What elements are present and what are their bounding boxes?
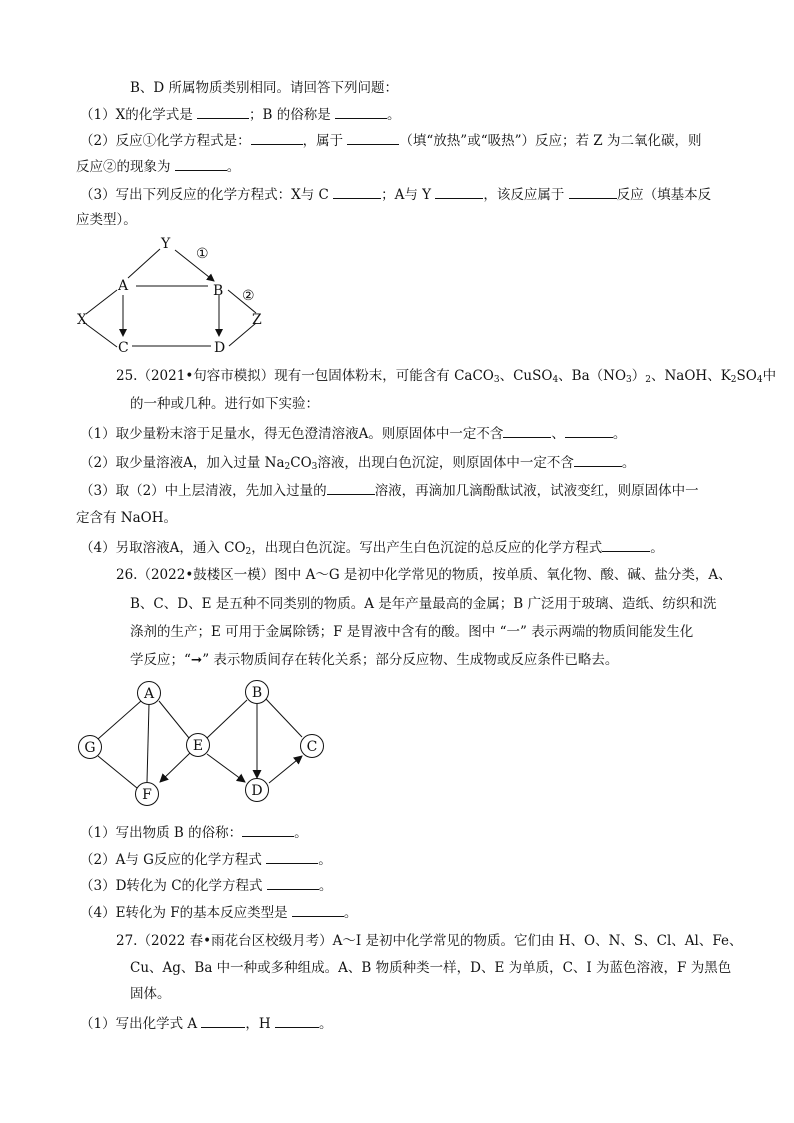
q25-part3-text-b: 溶液，再滴加几滴酚酞试液，试液变红，则原固体中一: [374, 483, 699, 499]
q24-part1-text-c: 。: [387, 107, 401, 123]
subscript: 2: [245, 547, 252, 557]
subscript: 2: [730, 375, 737, 385]
q24-node-c: C: [118, 340, 129, 356]
q25-text-g: 中: [762, 368, 777, 384]
q25-text-c: 、Ba（NO: [558, 368, 627, 384]
q25-text-e: 、NaOH、K: [651, 368, 731, 384]
q26-part4-text-b: 。: [343, 905, 358, 921]
subscript: 2: [645, 375, 651, 385]
q25-part1-text-b: 、: [551, 426, 565, 442]
q24-reaction-mark-2: ②: [242, 288, 255, 304]
q26-part3: [80, 876, 332, 895]
q24-node-d: D: [214, 340, 226, 356]
q24-part2-text-a: （2）反应①化学方程式是：: [80, 133, 251, 149]
q25-part2-text-c: 溶液，出现白色沉淀，则原固体中一定不含: [317, 455, 574, 471]
answer-blank[interactable]: [242, 823, 294, 837]
q26-part4: [80, 903, 357, 922]
q24-part1-text-b: ；B 的俗称是: [249, 107, 336, 123]
q27-part1-text-c: 。: [319, 1016, 333, 1032]
q26-line-b-c: [266, 699, 302, 737]
q26-node-g: G: [84, 740, 96, 756]
q25-part2-text-b: CO: [290, 455, 312, 471]
q26-node-a: A: [143, 686, 155, 702]
q25-stem-line2: 的一种或几种。进行如下实验：: [130, 396, 319, 412]
q24-part3-cont: 应类型）。: [76, 212, 137, 228]
q25-text-a: 25.（2021•句容市模拟）现有一包固体粉末，可能含有 CaCO: [116, 368, 494, 384]
q25-part4-text-b: ，出现白色沉淀。写出产生白色沉淀的总反应的化学方程式: [251, 540, 603, 556]
q26-line-g-f: [98, 756, 137, 788]
q26-line-a-e: [159, 701, 189, 738]
q24-node-a: A: [118, 278, 129, 294]
answer-blank[interactable]: [201, 1014, 245, 1028]
q24-node-b: B: [213, 283, 224, 299]
q24-node-y: Y: [161, 236, 171, 252]
q27-part1-text-a: （1）写出化学式 A: [80, 1016, 202, 1032]
subscript: 3: [493, 375, 500, 385]
q26-node-f: F: [142, 787, 152, 803]
q26-line-a-f: [147, 704, 149, 782]
answer-blank[interactable]: [275, 1014, 319, 1028]
q25-part1-text-c: 。: [612, 426, 627, 442]
q26-part1-text-b: 。: [294, 825, 308, 841]
q24-part2-text-e: 。: [226, 159, 241, 175]
q26-stem-line3: 涤剂的生产；E 可用于金属除锈；F 是胃液中含有的酸。图中 “一” 表示两端的物质间能发生化: [130, 624, 694, 640]
q24-part2-text-b: ，属于: [302, 133, 348, 149]
q25-text-f: SO: [736, 368, 757, 384]
subscript: 3: [311, 462, 318, 472]
q24-part2-text-c: （填“放热”或“吸热”）反应；若 Z 为二氧化碳，则: [399, 133, 702, 149]
q24-part3-text-a: （3）写出下列反应的化学方程式：X与 C: [80, 187, 334, 203]
answer-blank[interactable]: [266, 850, 318, 864]
q25-part3-text-a: （3）取（2）中上层清液，先加入过量的: [80, 483, 327, 499]
q24-node-z: Z: [252, 312, 262, 328]
q25-part4-text-c: 。: [650, 540, 664, 556]
q27-stem-line2: Cu、Ag、Ba 中一种或多种组成。A、B 物质种类一样，D、E 为单质，C、I 为蓝色溶液，F 为黑色: [130, 960, 732, 976]
q27-part1-text-b: ，H: [245, 1016, 275, 1032]
q25-text-d: ）: [631, 368, 646, 384]
q25-part4-text-a: （4）另取溶液A，通入 CO: [80, 540, 246, 556]
q27-stem-line1: 27.（2022 春•雨花台区校级月考）A～I 是初中化学常见的物质。它们由 H、O、N、S、Cl、Al、Fe、: [116, 933, 743, 949]
q26-part2-text-a: （2）A与 G反应的化学方程式: [80, 852, 267, 868]
q24-part3-text-d: 反应（填基本反: [616, 187, 712, 203]
q26-arrow-e-f: [160, 753, 190, 782]
q24-node-x: X: [77, 312, 87, 328]
q24-intro-line: B、D 所属物质类别相同。请回答下列问题：: [130, 80, 399, 96]
q25-text-b: 、CuSO: [499, 368, 553, 384]
q26-stem-line2: B、C、D、E 是五种不同类别的物质。A 是年产量最高的金属；B 广泛用于玻璃、造纸、纺织和洗: [130, 596, 717, 612]
q24-reaction-mark-1: ①: [196, 246, 209, 262]
q26-stem-line1: 26.（2022•鼓楼区一模）图中 A～G 是初中化学常见的物质，按单质、氧化物、酸、碱、盐分类，A、: [116, 567, 732, 583]
q26-part4-text-a: （4）E转化为 F的基本反应类型是: [80, 905, 292, 921]
q26-node-e: E: [192, 738, 204, 754]
answer-blank[interactable]: [292, 903, 344, 917]
q26-arrow-d-c: [269, 756, 302, 783]
subscript: 4: [552, 375, 559, 385]
q26-part1-text-a: （1）写出物质 B 的俗称：: [80, 825, 243, 841]
q26-part1: [80, 823, 308, 842]
q26-line-a-g: [98, 701, 141, 739]
q26-part2-text-b: 。: [318, 852, 332, 868]
q26-part3-text-b: 。: [318, 878, 333, 894]
q25-part2-text-d: 。: [621, 455, 636, 471]
q24-part2-text-d: 反应②的现象为: [76, 159, 175, 175]
q26-node-d: D: [251, 783, 263, 799]
q25-part1-text-a: （1）取少量粉末溶于足量水，得无色澄清溶液A。则原固体中一定不含: [80, 426, 504, 442]
q24-part1-text-a: （1）X的化学式是: [80, 107, 197, 123]
q24-part3-text-c: ，该反应属于: [483, 187, 569, 203]
q24-part3-text-b: ；A与 Y: [381, 187, 436, 203]
q26-stem-line4: 学反应；“➞” 表示物质间存在转化关系；部分反应物、生成物或反应条件已略去。: [130, 652, 619, 668]
q25-text-sub3-inline: 3: [626, 375, 632, 385]
q26-node-c: C: [306, 739, 318, 755]
q25-part3-cont: 定含有 NaOH。: [76, 510, 177, 526]
q26-part3-text-a: （3）D转化为 C的化学方程式: [80, 878, 267, 894]
q27-part1: [80, 1014, 333, 1033]
q26-arrow-e-d: [207, 754, 245, 782]
q26-line-b-e: [207, 700, 247, 738]
q26-node-b: B: [251, 685, 263, 701]
q27-stem-line3: 固体。: [130, 986, 171, 1002]
q26-part2: [80, 850, 332, 869]
subscript: 4: [756, 375, 763, 385]
q25-part2-text-a: （2）取少量溶液A，加入过量 Na: [80, 455, 285, 471]
answer-blank[interactable]: [267, 876, 319, 890]
subscript: 2: [284, 462, 291, 472]
